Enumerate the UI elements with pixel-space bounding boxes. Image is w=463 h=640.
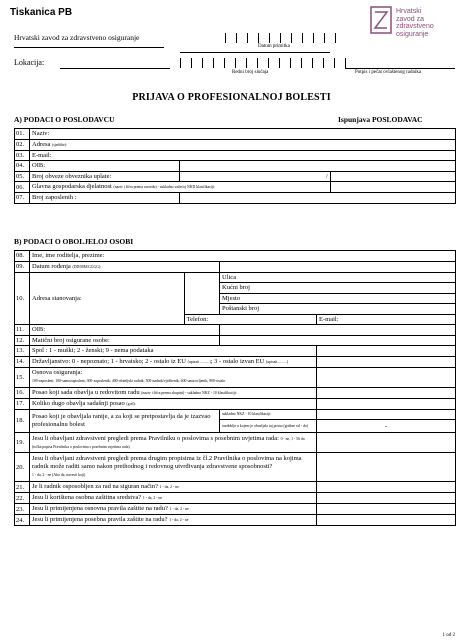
row-13: 13. Spol : 1 - muški; 2 - ženski; 9 - nema podataka	[15, 346, 456, 357]
previous-job-field[interactable]	[317, 409, 456, 420]
other-exams-field[interactable]	[317, 453, 456, 482]
row-19: 19. Jesu li obavljani zdravstveni pregledi prema Pravilniku o poslovima s posebnim uvjetima rada: 0 - ne, 1 - 56 da (točka popisa Pravilnika o poslovima s posebnim uvjetima rada)	[15, 433, 456, 453]
house-number-field[interactable]: Kućni broj	[220, 283, 456, 294]
address-field[interactable]: Adresa (sjedište):	[30, 139, 456, 150]
institute-name: Hrvatski zavod za zdravstveno osiguranje	[14, 33, 140, 42]
row-11: 11. OIB:	[15, 325, 456, 336]
row-05: 05. Broj obveze obveznika uplate: /	[15, 171, 456, 182]
form-name: Tiskanica PB	[10, 7, 73, 18]
insurance-basis-field[interactable]	[317, 367, 456, 387]
logo-text: Hrvatski zavod za zdravstveno osiguranje	[396, 8, 434, 38]
section-a-table	[14, 128, 456, 204]
location-label: Lokacija:	[14, 58, 45, 67]
basic-rules-field[interactable]	[317, 504, 456, 515]
activity-field[interactable]	[330, 182, 455, 193]
citizenship-field[interactable]	[317, 356, 456, 367]
location-field[interactable]	[60, 68, 170, 69]
row-03: 03. E-mail:	[15, 150, 456, 161]
section-a-heading: A) PODACI O POSLODAVCU	[14, 115, 115, 124]
page-number: 1 od 2	[442, 633, 455, 638]
phone-field[interactable]: Telefon:	[184, 314, 316, 325]
person-email-field[interactable]: E-mail:	[317, 314, 456, 325]
row-07: 07. Broj zaposlenih :	[15, 193, 456, 204]
row-08: 08. Ime, ime roditelja, prezime:	[15, 251, 456, 262]
birthdate-field[interactable]	[220, 261, 456, 272]
current-job-field[interactable]	[317, 387, 456, 398]
row-12: 12. Matični broj osigurane osobe:	[15, 335, 456, 346]
date-received-label: Datum primitka	[258, 44, 290, 49]
row-01: 01. Naziv:	[15, 129, 456, 140]
ppe-field[interactable]	[317, 493, 456, 504]
row-04: 04. OIB:	[15, 161, 456, 172]
name-field[interactable]: Ime, ime roditelja, prezime:	[30, 251, 456, 262]
section-b-heading: B) PODACI O OBOLJELOJ OSOBI	[14, 237, 134, 246]
row-06: 06. Glavna gospodarska djelatnost (naziv i šifra prema razredu) - sukladno važećoj NKD klasifikaciji:	[15, 182, 456, 193]
row-18: 18. Posao koji je obavljala ranije, a za koji se pretpostavlja da je izazvao profesionalnu bolest sukladno NKZ - 10 klasifikaciji:	[15, 409, 456, 420]
row-09: 09. Datum rođenja (DD/MM/GGGG):	[15, 261, 456, 272]
obligation-field[interactable]: /	[180, 171, 330, 182]
row-24: 24. Jesu li primijenjena posebna pravila zaštite na radu? 1 - da, 2 - ne	[15, 515, 456, 526]
street-field[interactable]: Ulica	[220, 272, 456, 283]
city-field[interactable]: Mjesto	[220, 293, 456, 304]
employees-field[interactable]	[180, 193, 456, 204]
job-duration-field[interactable]	[317, 398, 456, 409]
row-20: 20. Jesu li obavljani zdravstveni pregledi prema drugim propisima iz čl.2 Pravilnika o poslovima na kojima radnik može raditi samo nakon prethodnog i redovnog utvrđivanja zdravstvene sposobnosti? 1 - da, 2 - ne (Ako da, navesti koji)	[15, 453, 456, 482]
previous-job-period-field[interactable]: -	[317, 420, 456, 433]
row-14: 14. Državljanstvo: 0 - nepoznato; 1 - hrvatsko; 2 - ostalo iz EU (upisati ..........); 3 - ostalo izvan EU (upisati..........)	[15, 356, 456, 367]
trained-field[interactable]	[317, 482, 456, 493]
special-rules-field[interactable]	[317, 515, 456, 526]
naziv-field[interactable]: Naziv:	[30, 129, 456, 140]
page-title: PRIJAVA O PROFESIONALNOJ BOLESTI	[132, 92, 331, 103]
signature-label: Potpis i pečat ovlaštenog radnika	[355, 70, 422, 75]
row-02: 02. Adresa (sjedište):	[15, 139, 456, 150]
section-b-table: 08. Ime, ime roditelja, prezime: 09. Datum rođenja (DD/MM/GGGG): 10. Adresa stanovanja: Ulica Kućni broj Mjesto Poštanski broj Telefon: E-mail: 11. OIB: 12. Matični broj osigurane osobe: 13. Spol : 1 - muški; 2 - ženski; 9 - nema podataka 14. Državljanstvo: 0 - nepoznato; 1 - hrvatsko; 2 - ostalo iz EU (upisati ..........); 3 - ostalo izvan EU (upisati..........) 15. Osnova osiguranja: 100-zaposleni; 100-samozaposleni; 300-zaposlenik; 400-obiteljski radnik; 500-nadnik/vježbenik; 600-umirovljenik; 900-ostalo 16. Posao koji sada obavlja u redovitom radu (naziv i šifra prema skupini) - sukladno NKZ - 10 klasifikaciji: 17. Koliko dugo obavlja sadašnji posao (god): 18. Posao koji je obavljala ranije, a za koji se pretpostavlja da je izazvao profesionalnu bolest sukladno NKZ - 10 klasifikaciji: razdoblje u kojem je obavljala taj posao (godine od - do) - 19. Jesu li obavljani zdravstveni pregledi prema Pravilniku o poslovima s posebnim uvjetima rada: 0 - ne, 1 - 56 da (točka popisa Pravilnika o poslovima s posebnim uvjetima rada) 20. Jesu li obavljani zdravstveni pregledi prema drugim propisima iz čl.2 Pravilnika o poslovima na kojima radnik može raditi samo nakon prethodnog i redovnog utvrđivanja zdravstvene sposobnosti? 1 - da, 2 - ne (Ako da, navesti koji) 21. Je li radnik osposobljen za rad na siguran način? 1 - da, 2 - ne 22. Jesu li korištena osobna zaštitna sredstva? 1 - da, 2 - ne 23. Jesu li primijenjena osnovna pravila zaštite na radu? 1 - da, 2 - ne 24. Jesu li primijenjena posebna pravila zaštite na radu? 1 - da, 2 - ne	[14, 250, 456, 526]
row-15: 15. Osnova osiguranja: 100-zaposleni; 100-samozaposleni; 300-zaposlenik; 400-obiteljski radnik; 500-nadnik/vježbenik; 600-umirovljenik; 900-ostalo	[15, 367, 456, 387]
row-16: 16. Posao koji sada obavlja u redovitom radu (naziv i šifra prema skupini) - sukladno NKZ - 10 klasifikaciji:	[15, 387, 456, 398]
row-23: 23. Jesu li primijenjena osnovna pravila zaštite na radu? 1 - da, 2 - ne	[15, 504, 456, 515]
date-received-boxes[interactable]	[225, 33, 336, 43]
special-exams-field[interactable]	[317, 433, 456, 453]
reg-number-boxes[interactable]	[180, 58, 346, 68]
row-10: 10. Adresa stanovanja: Ulica	[15, 272, 456, 283]
row-17: 17. Koliko dugo obavlja sadašnji posao (god):	[15, 398, 456, 409]
hzzo-emblem-icon	[370, 6, 394, 36]
email-field[interactable]: E-mail:	[30, 150, 456, 161]
person-oib-field[interactable]	[220, 325, 456, 336]
institute-line	[14, 47, 164, 48]
row-22: 22. Jesu li korištena osobna zaštitna sredstva? 1 - da, 2 - ne	[15, 493, 456, 504]
section-a-filler: Ispunjava POSLODAVAC	[338, 115, 423, 124]
reg-number-label: Redni broj slučaja	[232, 70, 269, 75]
insurance-number-field[interactable]	[220, 335, 456, 346]
sex-field[interactable]	[317, 346, 456, 357]
row-21: 21. Je li radnik osposobljen za rad na siguran način? 1 - da, 2 - ne	[15, 482, 456, 493]
postal-field[interactable]: Poštanski broj	[220, 304, 456, 315]
oib-field[interactable]	[180, 161, 456, 172]
